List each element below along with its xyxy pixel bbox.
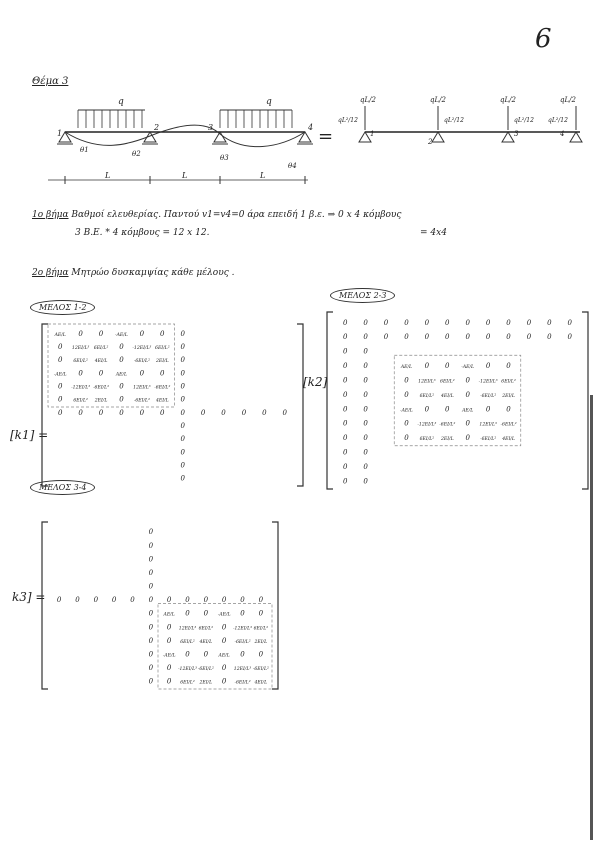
rot-label-1: θ1 — [80, 146, 89, 154]
page-number: 6 — [535, 24, 552, 54]
matrix-zero: 0 — [547, 318, 552, 327]
matrix-zero: 0 — [363, 390, 368, 399]
matrix-zero: 0 — [342, 318, 348, 327]
matrix-entry: 0 — [445, 362, 450, 371]
matrix-entry: 0 — [119, 343, 124, 352]
span-L-3: L — [260, 171, 266, 180]
rot-label-2: θ2 — [132, 150, 141, 158]
span-L-2: L — [182, 171, 188, 180]
matrix-entry: AE/L — [462, 408, 474, 414]
load-label-q1: q — [118, 97, 124, 107]
matrix-zero: 0 — [148, 609, 154, 618]
matrix-zero: 0 — [258, 596, 264, 605]
matrix-zero: 0 — [180, 329, 185, 338]
k2-matrix — [325, 308, 590, 493]
matrix-zero: 0 — [383, 333, 389, 342]
step1-text: Βαθμοί ελευθερίας. Παντού v1=v4=0 άρα επειδή 1 β.ε. ⇒ 0 x 4 κόμβους — [71, 210, 402, 220]
matrix-zero: 0 — [363, 376, 368, 385]
matrix-right-bracket — [582, 312, 588, 489]
member-12-label: ΜΕΛΟΣ 1-2 — [30, 300, 95, 315]
matrix-zero: 0 — [148, 582, 154, 591]
matrix-zero: 0 — [180, 369, 185, 378]
matrix-entry: AE/L — [163, 612, 175, 618]
k1-label: [k1] = — [10, 428, 49, 442]
matrix-zero: 0 — [148, 636, 154, 645]
matrix-right-bracket — [297, 324, 303, 486]
matrix-entry: 0 — [203, 650, 209, 659]
matrix-entry: -12EI/L³ — [71, 385, 91, 391]
matrix-entry: 0 — [57, 343, 63, 352]
matrix-entry: 0 — [166, 636, 172, 645]
matrix-zero: 0 — [342, 333, 348, 342]
matrix-zero: 0 — [148, 528, 154, 537]
matrix-zero: 0 — [203, 596, 209, 605]
page-edge-line — [590, 395, 593, 840]
matrix-entry: 6EI/L² — [440, 379, 455, 385]
matrix-zero: 0 — [342, 419, 348, 428]
matrix-entry: 6EI/L² — [93, 346, 109, 352]
matrix-zero: 0 — [363, 434, 368, 443]
matrix-zero: 0 — [180, 461, 185, 470]
rot-label-4: θ4 — [288, 162, 297, 170]
eq-moment-label-3: qL²/12 — [514, 117, 534, 124]
matrix-entry: -6EI/L² — [439, 422, 456, 428]
matrix-entry: -6EI/L² — [500, 422, 517, 428]
matrix-entry: 0 — [424, 362, 430, 371]
matrix-entry: 0 — [221, 664, 227, 673]
matrix-entry: 0 — [465, 434, 470, 443]
matrix-zero: 0 — [404, 333, 409, 342]
matrix-zero: 0 — [148, 623, 154, 632]
matrix-entry: 0 — [139, 329, 145, 338]
step1-line1 — [32, 210, 401, 220]
submatrix-box — [48, 324, 175, 407]
matrix-entry: 6EI/L² — [180, 680, 195, 686]
matrix-entry: 0 — [119, 395, 124, 404]
k3-label: k3] = — [12, 590, 46, 604]
matrix-entry: 0 — [119, 356, 124, 365]
matrix-zero: 0 — [180, 435, 185, 444]
submatrix-box — [394, 355, 521, 446]
member-34-label: ΜΕΛΟΣ 3-4 — [30, 480, 95, 495]
matrix-entry: 0 — [160, 329, 165, 338]
matrix-zero: 0 — [148, 596, 154, 605]
matrix-zero: 0 — [404, 318, 409, 327]
matrix-entry: 2EI/L — [199, 680, 213, 686]
k1-matrix — [40, 320, 305, 490]
udl-load-1 — [78, 110, 145, 128]
span-L-1: L — [105, 171, 111, 180]
matrix-entry: 0 — [465, 376, 470, 385]
matrix-entry: 0 — [221, 623, 227, 632]
matrix-entry: 2EI/L — [254, 639, 268, 645]
beam-diagram — [20, 92, 585, 197]
matrix-zero: 0 — [130, 596, 135, 605]
step2-line — [32, 268, 234, 278]
matrix-entry: 0 — [506, 405, 511, 414]
matrix-entry: 0 — [258, 650, 264, 659]
matrix-entry: -6EI/L² — [234, 680, 251, 686]
submatrix-box — [158, 604, 272, 690]
matrix-entry: 2EI/L — [155, 359, 169, 365]
udl-load-2 — [220, 110, 292, 128]
step2-text: Μητρώο δυσκαμψίας κάθε μέλους . — [71, 268, 235, 278]
matrix-zero: 0 — [465, 333, 470, 342]
matrix-zero: 0 — [148, 568, 154, 577]
matrix-zero: 0 — [180, 382, 185, 391]
matrix-entry: -AE/L — [53, 372, 67, 378]
matrix-zero: 0 — [180, 343, 185, 352]
matrix-zero: 0 — [342, 362, 348, 371]
matrix-entry: 6EI/L² — [253, 626, 269, 632]
matrix-entry: 0 — [404, 419, 409, 428]
matrix-entry: -12EI/L³ — [132, 346, 152, 352]
eq-node-2: 2 — [428, 138, 433, 146]
matrix-zero: 0 — [342, 477, 348, 486]
matrix-zero: 0 — [180, 395, 185, 404]
equals-sign: = — [318, 126, 334, 147]
matrix-zero: 0 — [98, 408, 104, 417]
matrix-right-bracket — [272, 522, 278, 689]
matrix-entry: 0 — [485, 362, 491, 371]
matrix-entry: 0 — [404, 390, 409, 399]
k3-matrix — [40, 518, 280, 693]
step2-label: 2ο βήμα — [32, 268, 69, 278]
matrix-zero: 0 — [547, 333, 552, 342]
matrix-entry: 0 — [160, 369, 165, 378]
matrix-entry: -12EI/L³ — [232, 626, 253, 632]
matrix-zero: 0 — [148, 677, 154, 686]
matrix-zero: 0 — [363, 362, 368, 371]
matrix-entry: 0 — [57, 382, 63, 391]
step1-line3: = 4x4 — [420, 228, 447, 238]
eq-node-4: 4 — [560, 130, 565, 138]
matrix-entry: 0 — [57, 395, 63, 404]
matrix-zero: 0 — [160, 408, 165, 417]
matrix-entry: 4EI/L — [440, 393, 454, 399]
node-1-label: 1 — [57, 129, 63, 138]
matrix-zero: 0 — [180, 448, 185, 457]
matrix-zero: 0 — [445, 318, 450, 327]
matrix-zero: 0 — [342, 347, 348, 356]
matrix-entry: 12EI/L³ — [233, 667, 252, 673]
matrix-entry: 12EI/L³ — [133, 385, 151, 391]
matrix-entry: 0 — [166, 623, 172, 632]
matrix-entry: 0 — [404, 434, 409, 443]
matrix-entry: 0 — [240, 609, 245, 618]
step1-line2: 3 Β.Ε. * 4 κόμβους = 12 x 12. — [75, 228, 210, 238]
matrix-zero: 0 — [241, 408, 247, 417]
matrix-entry: 6EI/L² — [501, 379, 516, 385]
matrix-entry: 0 — [57, 356, 63, 365]
node-4-label: 4 — [308, 123, 314, 132]
matrix-zero: 0 — [111, 596, 117, 605]
deflected-shape — [65, 125, 305, 147]
matrix-entry: 12EI/L³ — [71, 346, 90, 352]
load-label-q2: q — [266, 97, 272, 107]
matrix-entry: 0 — [119, 382, 124, 391]
matrix-zero: 0 — [180, 422, 185, 431]
matrix-zero: 0 — [567, 333, 573, 342]
matrix-zero: 0 — [363, 477, 368, 486]
matrix-zero: 0 — [465, 318, 470, 327]
matrix-entry: AE/L — [400, 365, 413, 371]
matrix-entry: 0 — [221, 677, 227, 686]
matrix-entry: -12EI/L³ — [417, 422, 437, 428]
matrix-zero: 0 — [180, 356, 185, 365]
matrix-entry: 0 — [424, 405, 430, 414]
eq-force-label-2: qL/2 — [430, 96, 446, 104]
matrix-entry: AE/L — [54, 332, 66, 338]
matrix-entry: 0 — [240, 650, 245, 659]
eq-moment-label-2: qL²/12 — [444, 117, 464, 124]
matrix-entry: 0 — [485, 405, 491, 414]
eq-force-label-4: qL/2 — [560, 96, 576, 104]
matrix-zero: 0 — [148, 555, 154, 564]
matrix-entry: -12EI/L³ — [478, 379, 498, 385]
matrix-zero: 0 — [526, 333, 532, 342]
matrix-entry: 0 — [185, 609, 190, 618]
matrix-entry: AE/L — [218, 653, 230, 659]
matrix-zero: 0 — [383, 318, 389, 327]
matrix-zero: 0 — [506, 333, 511, 342]
matrix-entry: 6EI/L² — [419, 393, 435, 399]
matrix-entry: 6EI/L² — [73, 398, 88, 404]
eq-support-4 — [570, 132, 582, 142]
matrix-entry: -AE/L — [115, 332, 128, 338]
matrix-zero: 0 — [567, 318, 573, 327]
matrix-entry: 12EI/L³ — [418, 379, 436, 385]
matrix-zero: 0 — [185, 596, 190, 605]
matrix-zero: 0 — [282, 408, 288, 417]
matrix-zero: 0 — [445, 333, 450, 342]
matrix-entry: 2EI/L — [94, 398, 108, 404]
matrix-entry: 4EI/L — [199, 639, 213, 645]
matrix-entry: 6EI/L² — [180, 639, 195, 645]
matrix-zero: 0 — [363, 448, 368, 457]
matrix-zero: 0 — [424, 318, 430, 327]
matrix-zero: 0 — [342, 405, 348, 414]
matrix-entry: 0 — [445, 405, 450, 414]
matrix-entry: 0 — [166, 677, 172, 686]
matrix-entry: 4EI/L — [155, 398, 169, 404]
matrix-zero: 0 — [221, 408, 226, 417]
eq-support-2 — [432, 132, 444, 142]
step1-label: 1ο βήμα — [32, 210, 69, 220]
matrix-zero: 0 — [240, 596, 245, 605]
matrix-zero: 0 — [139, 408, 145, 417]
eq-node-1: 1 — [370, 130, 375, 138]
matrix-entry: 0 — [98, 369, 104, 378]
matrix-entry: -12EI/L³ — [177, 667, 198, 673]
matrix-zero: 0 — [363, 419, 368, 428]
section-heading: Θέμα 3 — [32, 76, 69, 87]
member-23-label: ΜΕΛΟΣ 2-3 — [330, 288, 395, 303]
matrix-zero: 0 — [424, 333, 430, 342]
matrix-entry: 2EI/L — [502, 393, 515, 399]
matrix-entry: -AE/L — [162, 653, 176, 659]
matrix-entry: 0 — [185, 650, 190, 659]
matrix-entry: -6EI/L² — [154, 385, 171, 391]
matrix-zero: 0 — [363, 347, 368, 356]
matrix-zero: 0 — [485, 333, 491, 342]
matrix-entry: -6EI/L² — [133, 398, 150, 404]
matrix-zero: 0 — [148, 541, 154, 550]
matrix-entry: 6EI/L² — [155, 346, 170, 352]
matrix-zero: 0 — [200, 408, 206, 417]
node-3-label: 3 — [208, 123, 214, 132]
eq-moment-label-1: qL²/12 — [338, 117, 358, 124]
matrix-zero: 0 — [262, 408, 267, 417]
matrix-zero: 0 — [485, 318, 491, 327]
matrix-zero: 0 — [78, 408, 83, 417]
matrix-entry: 0 — [78, 369, 83, 378]
matrix-entry: 0 — [203, 609, 209, 618]
matrix-entry: -6EI/L² — [133, 359, 150, 365]
matrix-entry: -6EI/L² — [92, 385, 110, 391]
k2-label: [k2] — [303, 375, 328, 389]
matrix-zero: 0 — [221, 596, 227, 605]
matrix-entry: -6EI/L² — [480, 437, 497, 443]
matrix-zero: 0 — [363, 333, 368, 342]
matrix-zero: 0 — [57, 408, 63, 417]
matrix-entry: 6EI/L² — [198, 626, 214, 632]
matrix-zero: 0 — [342, 390, 348, 399]
matrix-entry: AE/L — [115, 372, 128, 378]
matrix-zero: 0 — [75, 596, 80, 605]
matrix-entry: -6EI/L² — [234, 639, 251, 645]
matrix-entry: 0 — [221, 636, 227, 645]
matrix-entry: 0 — [98, 329, 104, 338]
matrix-zero: 0 — [342, 448, 348, 457]
matrix-left-bracket — [42, 324, 48, 486]
eq-support-3 — [502, 132, 514, 142]
eq-moment-label-4: qL²/12 — [548, 117, 568, 124]
matrix-entry: -6EI/L² — [197, 667, 214, 673]
matrix-zero: 0 — [342, 376, 348, 385]
matrix-zero: 0 — [93, 596, 99, 605]
matrix-entry: -6EI/L² — [480, 393, 497, 399]
matrix-zero: 0 — [526, 318, 532, 327]
matrix-zero: 0 — [119, 408, 124, 417]
rot-label-3: θ3 — [220, 154, 229, 162]
matrix-entry: 6EI/L² — [73, 359, 88, 365]
eq-force-label-1: qL/2 — [360, 96, 376, 104]
matrix-entry: 0 — [139, 369, 145, 378]
matrix-entry: 4EI/L — [502, 437, 515, 443]
matrix-entry: 0 — [465, 390, 470, 399]
matrix-zero: 0 — [506, 318, 511, 327]
matrix-entry: 0 — [465, 419, 470, 428]
matrix-zero: 0 — [342, 462, 348, 471]
matrix-entry: 0 — [404, 376, 409, 385]
node-2-label: 2 — [154, 123, 160, 132]
matrix-entry: 12EI/L³ — [479, 422, 497, 428]
eq-force-label-3: qL/2 — [500, 96, 516, 104]
matrix-left-bracket — [327, 312, 333, 489]
matrix-entry: 12EI/L³ — [178, 626, 197, 632]
matrix-entry: 0 — [258, 609, 264, 618]
matrix-entry: -6EI/L² — [252, 667, 269, 673]
matrix-entry: -AE/L — [400, 408, 413, 414]
support-4 — [297, 132, 313, 144]
matrix-left-bracket — [42, 522, 48, 689]
matrix-entry: 0 — [166, 664, 172, 673]
matrix-entry: 4EI/L — [94, 359, 108, 365]
matrix-zero: 0 — [148, 664, 154, 673]
matrix-zero: 0 — [148, 650, 154, 659]
matrix-zero: 0 — [180, 474, 185, 483]
matrix-zero: 0 — [363, 462, 368, 471]
matrix-entry: 2EI/L — [440, 437, 454, 443]
matrix-entry: 0 — [506, 362, 511, 371]
matrix-zero: 0 — [363, 318, 368, 327]
matrix-entry: -AE/L — [217, 612, 231, 618]
matrix-entry: 6EI/L² — [419, 437, 435, 443]
eq-node-3: 3 — [514, 130, 519, 138]
matrix-zero: 0 — [342, 434, 348, 443]
matrix-entry: 0 — [78, 329, 83, 338]
matrix-zero: 0 — [180, 408, 185, 417]
matrix-zero: 0 — [363, 405, 368, 414]
matrix-zero: 0 — [166, 596, 172, 605]
matrix-entry: -AE/L — [461, 365, 475, 371]
matrix-zero: 0 — [56, 596, 62, 605]
matrix-entry: 4EI/L — [254, 680, 268, 686]
